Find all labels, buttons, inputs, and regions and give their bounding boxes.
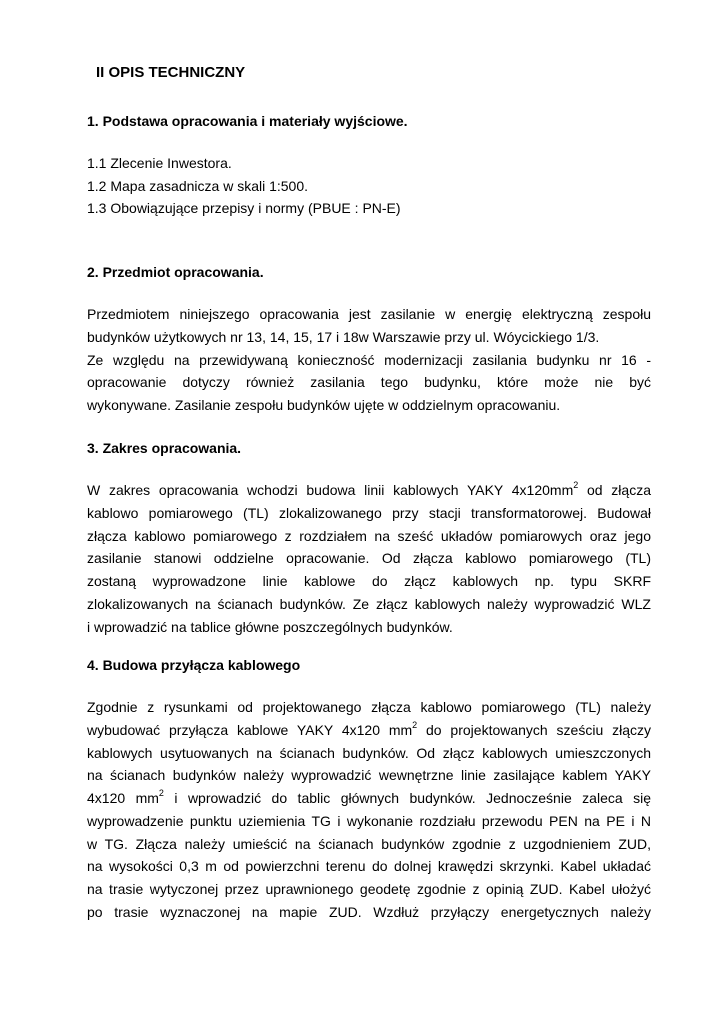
text-line: Zgodnie z rysunkami od projektowanego złącza kablowo pomiarowego (TL) należy [87, 699, 651, 715]
text-segment: od złącza [578, 482, 651, 498]
section-3-heading: 3. Zakres opracowania. [87, 440, 242, 456]
text-line: Ze względu na przewidywaną konieczność modernizacji zasilania budynku nr 16 - [87, 351, 651, 368]
text-line: złącza kablowo pomiarowego z rozdziałem na sześć układów pomiarowych oraz jego [87, 527, 651, 544]
list-item: 1.3 Obowiązujące przepisy i normy (PBUE : PN-E) [87, 200, 401, 216]
text-line: kablowych usytuowanych na ścianach budynków. Od złącz kablowych umieszczonych [87, 744, 651, 761]
text-line: wyprowadzenie punktu uziemienia TG i wykonanie rozdziału przewodu PEN na PE i N [87, 812, 651, 829]
text-line [87, 719, 651, 742]
section-4-heading: 4. Budowa przyłącza kablowego [87, 657, 301, 673]
section-1-heading: 1. Podstawa opracowania i materiały wyjściowe. [87, 113, 408, 129]
text-line: w TG. Złącza należy umieścić na ścianach budynków zgodnie z uzgodnieniem ZUD, [87, 835, 651, 852]
text-line [87, 479, 651, 502]
text-segment: W zakres opracowania wchodzi budowa linii kablowych YAKY 4x120mm [87, 482, 574, 498]
list-item: 1.2 Mapa zasadnicza w skali 1:500. [87, 177, 309, 194]
superscript: 2 [158, 788, 164, 799]
section-4-paragraph [87, 696, 651, 924]
superscript: 2 [573, 480, 579, 491]
list-item: 1.1 Zlecenie Inwestora. [87, 155, 232, 171]
text-segment: i wprowadzić do tablic głównych budynków. Jednocześnie zaleca się [163, 790, 651, 806]
text-line: na wysokości 0,3 m od powierzchni terenu do dolnej krawędzi skrzynki. Kabel układać [87, 858, 651, 875]
text-segment: do projektowanych sześciu złączy [417, 721, 651, 738]
text-line: wykonywane. Zasilanie zespołu budynków ujęte w oddzielnym opracowaniu. [87, 397, 561, 413]
text-line: na trasie wytyczonej przez uprawnionego geodetę zgodnie z opinią ZUD. Kabel ułożyć [87, 881, 651, 897]
text-line: po trasie wyznaczonej na mapie ZUD. Wzdłuż przyłączy energetycznych należy [87, 903, 651, 920]
text-segment: 4x120 mm [87, 790, 159, 806]
text-line: zasilanie stanowi oddzielne opracowanie. Od złącza kablowo pomiarowego (TL) [87, 550, 651, 567]
document-title: II OPIS TECHNICZNY [96, 64, 246, 81]
text-line: zlokalizowanych na ścianach budynków. Ze złącz kablowych należy wyprowadzić WLZ [87, 595, 651, 612]
section-2-heading: 2. Przedmiot opracowania. [87, 264, 264, 280]
text-line: opracowanie dotyczy również zasilania tego budynku, które może nie być [87, 374, 651, 391]
text-line: budynków użytkowych nr 13, 14, 15, 17 i 18w Warszawie przy ul. Wóycickiego 1/3. [87, 328, 600, 345]
section-2-paragraph [87, 303, 651, 417]
section-3-paragraph [87, 479, 651, 638]
text-line: zostaną wyprowadzone linie kablowe do złącz kablowych np. typu SKRF [87, 573, 651, 589]
text-line: kablowo pomiarowego (TL) zlokalizowanego przy stacji transformatorowej. Budował [87, 504, 651, 521]
section-1-list [87, 152, 401, 220]
text-line: na ścianach budynków należy wyprowadzić wewnętrzne linie zasilające kablem YAKY [87, 767, 651, 784]
text-line: i wprowadzić na tablice główne poszczególnych budynków. [87, 618, 453, 635]
superscript: 2 [412, 720, 418, 731]
text-line: Przedmiotem niniejszego opracowania jest zasilanie w energię elektryczną zespołu [87, 306, 651, 322]
text-line [87, 787, 651, 810]
text-segment: wybudować przyłącza kablowe YAKY 4x120 mm [87, 721, 413, 738]
